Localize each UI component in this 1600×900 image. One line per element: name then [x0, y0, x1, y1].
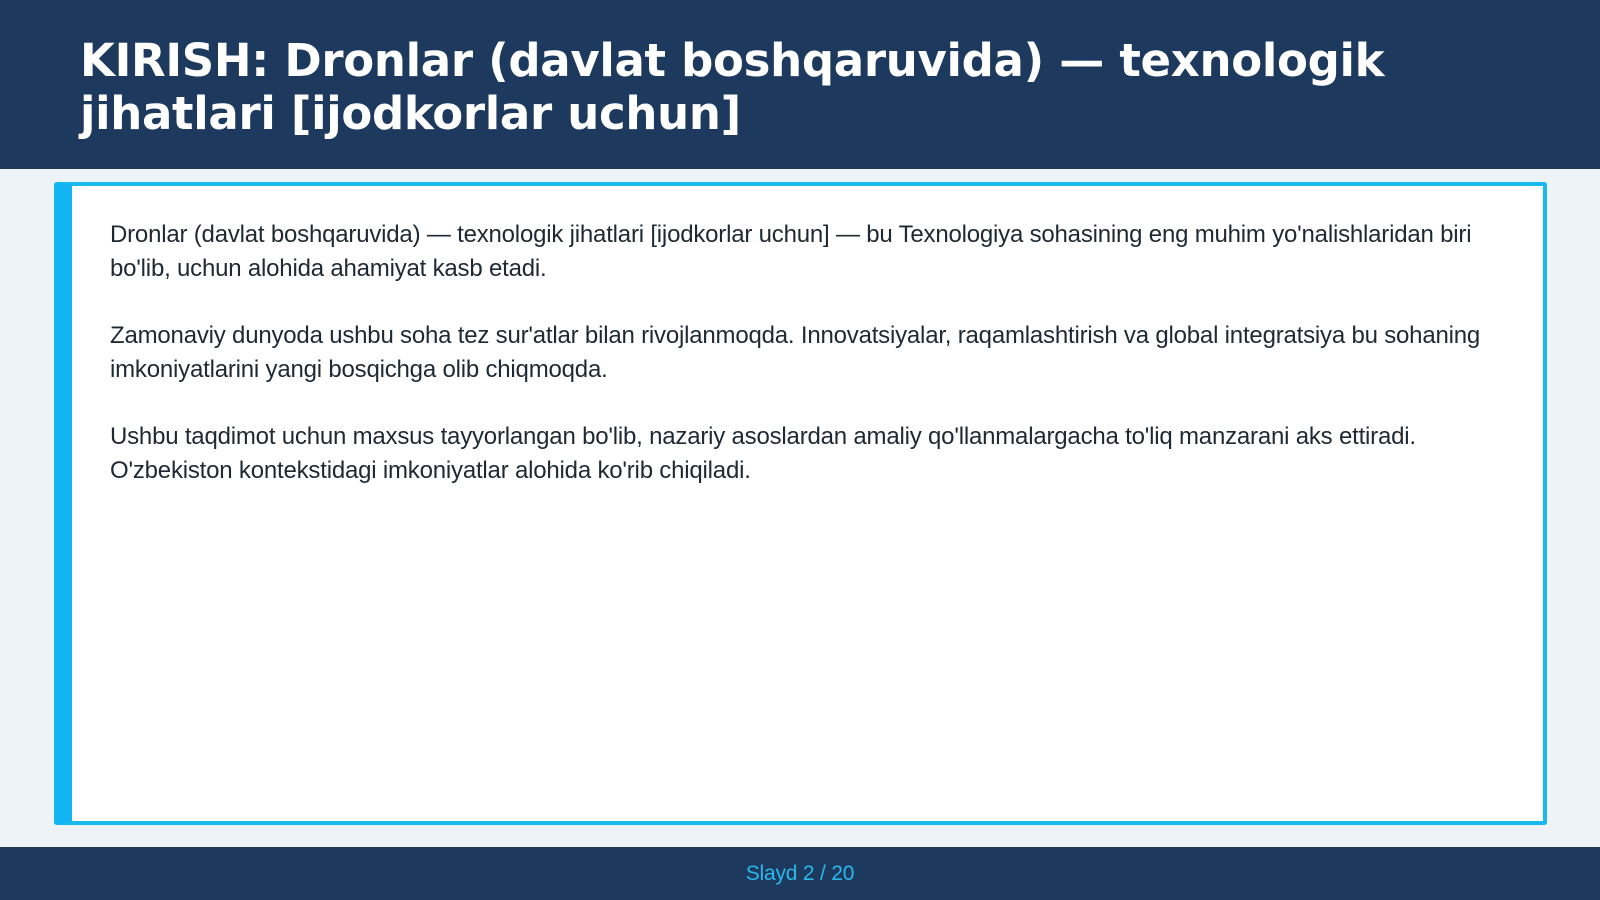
slide-header	[0, 0, 1600, 169]
content-card	[54, 182, 1547, 825]
slide-title: KIRISH: Dronlar (davlat boshqaruvida) — texnologik jihatlari [ijodkorlar uchun]	[80, 34, 1385, 140]
slide-number: Slayd 2 / 20	[745, 861, 855, 885]
content-paragraph-3: Ushbu taqdimot uchun maxsus tayyorlangan bo'lib, nazariy asoslardan amaliy qo'llanmalargacha to'liq manzarani aks ettiradi. O'zbekiston kontekstidagi imkoniyatlar alohida ko'rib chiqiladi.	[110, 423, 1416, 484]
content-paragraph-2: Zamonaviy dunyoda ushbu soha tez sur'atlar bilan rivojlanmoqda. Innovatsiyalar, raqamlashtirish va global integratsiya bu sohaning imkoniyatlarini yangi bosqichga olib chiqmoqda.	[110, 322, 1481, 383]
content-paragraph-1: Dronlar (davlat boshqaruvida) — texnologik jihatlari [ijodkorlar uchun] — bu Texnologiya sohasining eng muhim yo'nalishlaridan biri bo'lib, uchun alohida ahamiyat kasb etadi.	[110, 221, 1472, 282]
slide-footer	[0, 847, 1600, 900]
